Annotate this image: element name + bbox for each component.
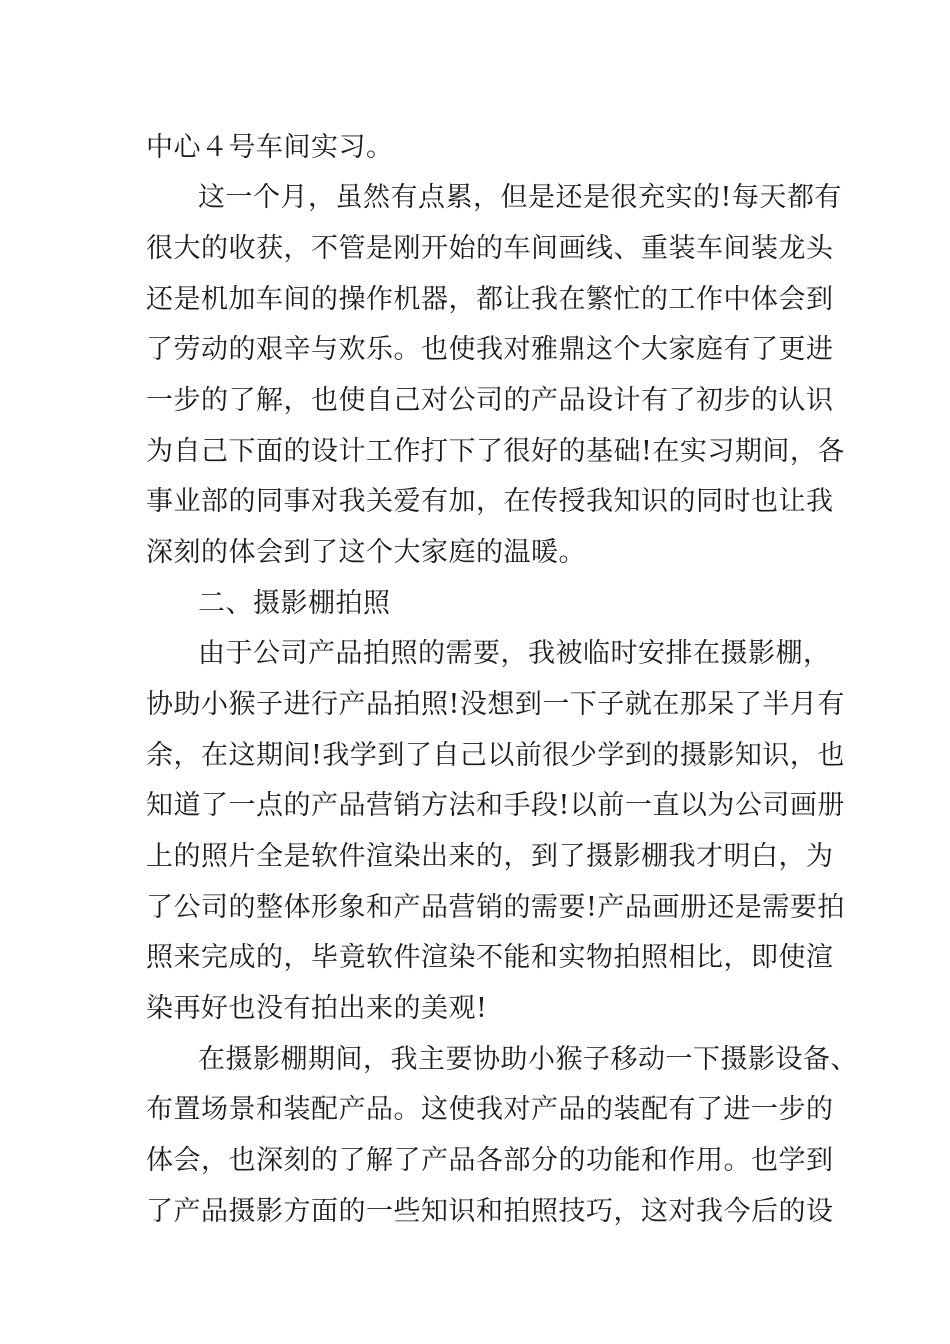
text-line: 为自己下面的设计工作打下了很好的基础!在实习期间，各	[146, 436, 845, 467]
text-line: 由于公司产品拍照的需要，我被临时安排在摄影棚，	[198, 638, 831, 669]
text-line: 体会，也深刻的了解了产品各部分的功能和作用。也学到	[146, 1145, 834, 1176]
text-line: 余，在这期间!我学到了自己以前很少学到的摄影知识，也	[146, 740, 845, 771]
text-line: 事业部的同事对我关爱有加，在传授我知识的同时也让我	[146, 486, 834, 517]
text-line: 染再好也没有拍出来的美观!	[146, 993, 488, 1024]
text-line: 了公司的整体形象和产品营销的需要!产品画册还是需要拍	[146, 892, 845, 923]
text-line: 在摄影棚期间，我主要协助小猴子移动一下摄影设备、	[198, 1044, 858, 1075]
text-line: 很大的收获，不管是刚开始的车间画线、重装车间装龙头	[146, 233, 834, 264]
text-line: 中心４号车间实习。	[146, 132, 394, 163]
text-line: 上的照片全是软件渲染出来的，到了摄影棚我才明白，为	[146, 841, 834, 872]
text-line: 了劳动的艰辛与欢乐。也使我对雅鼎这个大家庭有了更进	[146, 334, 834, 365]
text-line: 布置场景和装配产品。这使我对产品的装配有了进一步的	[146, 1094, 834, 1125]
text-line: 了产品摄影方面的一些知识和拍照技巧，这对我今后的设	[146, 1196, 834, 1227]
text-line: 知道了一点的产品营销方法和手段!以前一直以为公司画册	[146, 790, 845, 821]
text-line: 照来完成的，毕竟软件渲染不能和实物拍照相比，即使渲	[146, 942, 834, 973]
text-line: 一步的了解，也使自己对公司的产品设计有了初步的认识	[146, 385, 834, 416]
text-line: 深刻的体会到了这个大家庭的温暖。	[146, 537, 586, 568]
text-line: 还是机加车间的操作机器，都让我在繁忙的工作中体会到	[146, 284, 834, 315]
section-heading: 二、摄影棚拍照	[198, 588, 391, 619]
text-line: 这一个月，虽然有点累，但是还是很充实的!每天都有	[198, 182, 842, 213]
text-line: 协助小猴子进行产品拍照!没想到一下子就在那呆了半月有	[146, 689, 845, 720]
